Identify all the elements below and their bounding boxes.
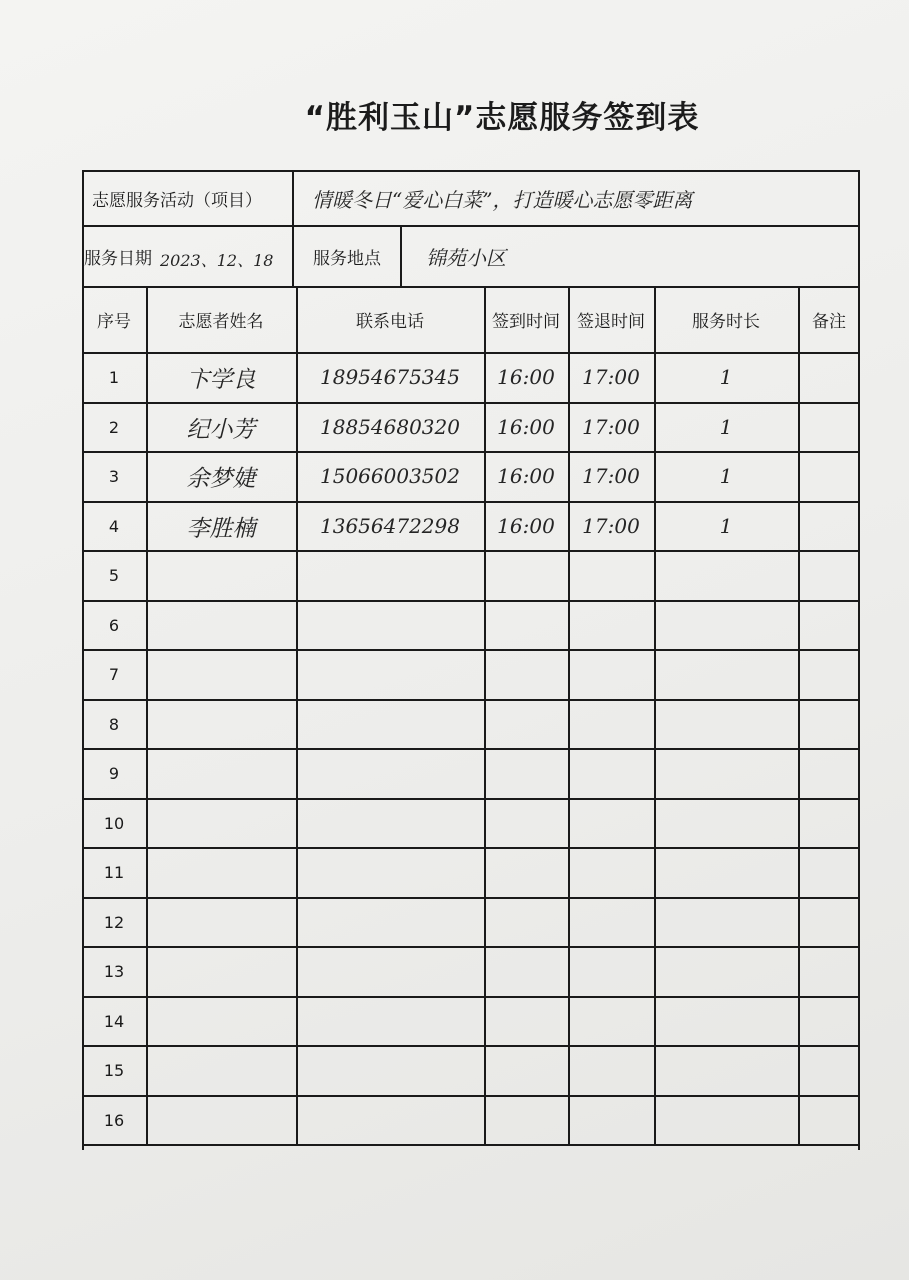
row-number: 14	[103, 1011, 125, 1031]
check-in-time: 16:00	[497, 464, 555, 488]
activity-label: 志愿服务活动（项目）	[92, 191, 262, 211]
column-header: 志愿者姓名	[178, 311, 264, 332]
row-number: 7	[108, 664, 120, 684]
check-out-time	[568, 996, 654, 1046]
service-hours	[654, 1095, 798, 1145]
note	[798, 352, 860, 402]
note	[798, 600, 860, 650]
row-number: 16	[103, 1110, 125, 1130]
volunteer-name: 李胜楠	[186, 515, 256, 542]
service-hours	[654, 699, 798, 749]
column-header: 序号	[97, 311, 131, 332]
check-out-time	[568, 798, 654, 848]
row-number: 5	[108, 565, 120, 585]
service-hours	[654, 897, 798, 947]
column-header: 签到时间	[492, 311, 560, 332]
phone-number: 13656472298	[320, 514, 460, 538]
volunteer-name	[146, 1095, 296, 1145]
service-hours	[654, 847, 798, 897]
note	[798, 550, 860, 600]
check-in-time	[484, 847, 568, 897]
location-value: 锦苑小区	[426, 246, 506, 270]
row-number: 9	[108, 763, 120, 783]
check-out-time	[568, 1045, 654, 1095]
check-in-time	[484, 897, 568, 947]
phone-number: 18854680320	[320, 415, 460, 439]
note	[798, 996, 860, 1046]
note	[798, 748, 860, 798]
note	[798, 402, 860, 452]
phone-number	[296, 1045, 484, 1095]
phone-number	[296, 600, 484, 650]
check-in-time	[484, 946, 568, 996]
check-in-time	[484, 748, 568, 798]
check-out-time	[568, 897, 654, 947]
sign-in-table	[82, 170, 860, 1150]
note	[798, 1095, 860, 1145]
phone-number	[296, 996, 484, 1046]
check-in-time: 16:00	[497, 365, 555, 389]
check-out-time	[568, 946, 654, 996]
date-value: 2023、12、18	[160, 251, 274, 270]
note	[798, 451, 860, 501]
phone-number: 15066003502	[320, 464, 460, 488]
service-hours	[654, 600, 798, 650]
volunteer-name	[146, 946, 296, 996]
row-number: 8	[108, 714, 120, 734]
volunteer-name	[146, 550, 296, 600]
row-number: 6	[108, 615, 120, 635]
check-out-time	[568, 600, 654, 650]
volunteer-name	[146, 748, 296, 798]
document-title: “胜利玉山”志愿服务签到表	[304, 100, 700, 136]
note	[798, 897, 860, 947]
phone-number	[296, 847, 484, 897]
check-in-time	[484, 600, 568, 650]
check-out-time: 17:00	[582, 464, 640, 488]
check-in-time: 16:00	[497, 514, 555, 538]
check-in-time	[484, 1045, 568, 1095]
note	[798, 946, 860, 996]
note	[798, 847, 860, 897]
service-hours: 1	[719, 415, 733, 439]
check-out-time	[568, 649, 654, 699]
volunteer-name: 余梦婕	[186, 465, 256, 492]
volunteer-name: 纪小芳	[186, 416, 256, 443]
location-label: 服务地点	[313, 249, 381, 269]
volunteer-name: 卞学良	[186, 366, 256, 393]
check-out-time	[568, 550, 654, 600]
row-number: 2	[108, 417, 120, 437]
phone-number	[296, 649, 484, 699]
phone-number	[296, 798, 484, 848]
service-hours: 1	[719, 464, 733, 488]
column-header: 签退时间	[577, 311, 645, 332]
note	[798, 699, 860, 749]
row-number: 15	[103, 1060, 125, 1080]
service-hours	[654, 649, 798, 699]
check-in-time	[484, 1095, 568, 1145]
check-out-time	[568, 748, 654, 798]
phone-number	[296, 748, 484, 798]
volunteer-name	[146, 1045, 296, 1095]
phone-number	[296, 897, 484, 947]
column-header: 备注	[812, 311, 846, 332]
check-out-time	[568, 699, 654, 749]
date-label: 服务日期	[84, 249, 152, 269]
volunteer-name	[146, 798, 296, 848]
check-in-time	[484, 798, 568, 848]
check-in-time	[484, 649, 568, 699]
note	[798, 798, 860, 848]
service-hours: 1	[719, 514, 733, 538]
column-header: 服务时长	[692, 311, 760, 332]
volunteer-name	[146, 649, 296, 699]
volunteer-name	[146, 847, 296, 897]
activity-value: 情暖冬日“爱心白菜”，打造暖心志愿零距离	[312, 188, 693, 212]
service-hours	[654, 550, 798, 600]
check-out-time	[568, 847, 654, 897]
service-hours	[654, 1045, 798, 1095]
volunteer-name	[146, 897, 296, 947]
check-out-time: 17:00	[582, 514, 640, 538]
phone-number: 18954675345	[320, 365, 460, 389]
note	[798, 1045, 860, 1095]
volunteer-name	[146, 996, 296, 1046]
service-hours: 1	[719, 365, 733, 389]
check-in-time	[484, 996, 568, 1046]
volunteer-name	[146, 600, 296, 650]
row-number: 11	[103, 862, 125, 882]
phone-number	[296, 946, 484, 996]
phone-number	[296, 699, 484, 749]
note	[798, 649, 860, 699]
check-out-time: 17:00	[582, 365, 640, 389]
phone-number	[296, 1095, 484, 1145]
check-out-time: 17:00	[582, 415, 640, 439]
service-hours	[654, 748, 798, 798]
note	[798, 501, 860, 551]
row-number: 12	[103, 912, 125, 932]
volunteer-name	[146, 699, 296, 749]
check-in-time	[484, 550, 568, 600]
row-number: 3	[108, 466, 120, 486]
check-in-time	[484, 699, 568, 749]
row-number: 13	[103, 961, 125, 981]
phone-number	[296, 550, 484, 600]
service-hours	[654, 798, 798, 848]
row-number: 10	[103, 813, 125, 833]
row-number: 4	[108, 516, 120, 536]
check-in-time: 16:00	[497, 415, 555, 439]
service-hours	[654, 996, 798, 1046]
check-out-time	[568, 1095, 654, 1145]
service-hours	[654, 946, 798, 996]
row-number: 1	[108, 367, 120, 387]
column-header: 联系电话	[356, 311, 424, 332]
